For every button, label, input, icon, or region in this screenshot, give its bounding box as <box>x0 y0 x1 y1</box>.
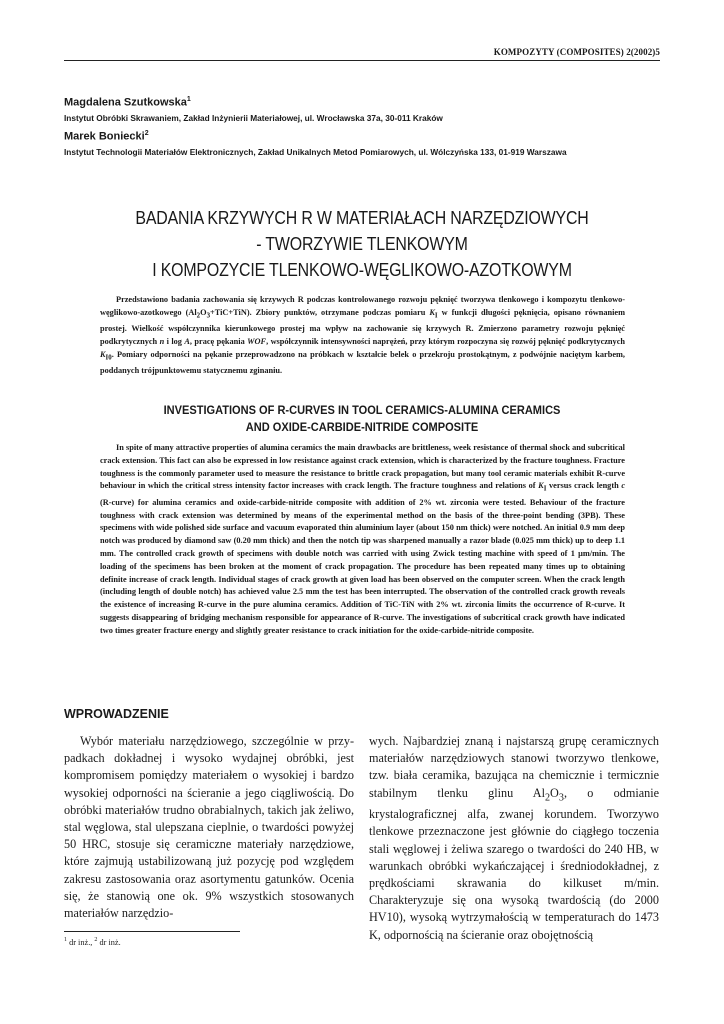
symbol: K <box>538 481 544 491</box>
subscript: 2 <box>544 792 551 804</box>
author-mark: 2 <box>144 130 149 137</box>
abstract-english <box>100 442 625 638</box>
symbol: WOF <box>247 337 267 347</box>
abstract-text: versus crack length <box>546 481 622 491</box>
title-english-line: INVESTIGATIONS OF R-CURVES IN TOOL CERAMICS-ALUMINA CERAMICS <box>163 403 561 417</box>
title-english-line: AND OXIDE-CARBIDE-NITRIDE COMPOSITE <box>245 420 479 434</box>
author-1 <box>64 96 664 123</box>
footnote <box>64 937 121 947</box>
intro-column-left: Wybór materiału narzędziowego, szczególnie w przy- padkach dokładnej i wysoko wydajnej obróbki, jest kompromisem pomiędzy materiałem o wysokiej i bardzo wysokiej odporności na ścieranie a jego ciągliwością. Do obróbki materiałów trudno obrabialnych, takich jak żeliwo, stal węglowa, stal ulepszana cieplnie, o twardości powyżej 50 HRC, stosuje się ceramiczne materiały narzędziowe, które zajmują ustabilizowaną już pozycję pod względem zakresu zastosowania oraz asortymentu gatunków. Ocenia się, że stanowią one ok. 9% wszystkich stosowanych materiałów narzędzio- <box>64 734 354 921</box>
abstract-text: O <box>200 307 207 317</box>
author-mark: 1 <box>186 96 191 103</box>
author-name-text: Marek Boniecki <box>64 130 145 143</box>
author-name <box>64 96 664 109</box>
body-text: , o odmianie krystalograficznej alfa, zwanej korundem. Tworzywo tlenkowe przeznaczone jest głównie do ciągłego toczenia stali węglowej i żeliwa szarego o twardości do 240 HB, w warunkach obróbki wykańczającej i średniodokładnej, z prędkościami skrawania do kilkuset m/min. Charakteryzuje się ona wysoką twardością (do 2000 HV10), wysoką wytrzymałością w temperaturach do 1473 K, odpornością na ścieranie oraz obojętnością <box>369 785 659 942</box>
subscript: 2 <box>196 312 201 320</box>
subscript: I <box>434 312 438 320</box>
footnote-mark: 2 <box>94 937 98 943</box>
abstract-text: , współczynnik intensywności naprężeń, przy którym rozpoczyna się rozwój pęknięć podkrytycznych <box>266 337 625 347</box>
journal-header: KOMPOZYTY (COMPOSITES) 2(2002)5 <box>493 47 660 57</box>
footnote-text: dr inż., <box>67 937 95 947</box>
footnote-rule <box>64 931 240 932</box>
section-heading: WPROWADZENIE <box>64 707 169 721</box>
header-rule <box>64 60 660 61</box>
abstract-text: In spite of many attractive properties of alumina ceramics the main drawbacks are brittleness, week resistance of thermal shock and subcritical crack extension. This fact can also be expressed in low resistance against crack extension, which is characterized by the fracture toughness. Fracture toughness is the commonly parameter used to measure the resistance to brittle crack propagation, but many tool ceramic materials exhibit R-curve behaviour in which the critical stress intensity factor increases with crack length. The fracture toughness and relations of <box>100 443 625 491</box>
body-text: wych. Najbardziej znaną i najstarszą grupę ceramicznych materiałów narzędziowych stanowi tworzywo tlenkowe, tzw. biała ceramika, bazująca na chemicznie i termicznie stabilnym tlenku glinu Al <box>369 734 659 800</box>
abstract-text: w funkcji długości pęknięcia, opisano równaniem prostej. Wielkość współczynnika kierunkowego prostej ma wpływ na zachowanie się krzywych R. Zmierzono parametry rozwoju pęknięć podkrytycznych <box>100 307 626 347</box>
body-text: O <box>550 785 559 800</box>
intro-column-right <box>369 733 659 944</box>
author-affiliation: Instytut Obróbki Skrawaniem, Zakład Inżynierii Materiałowej, ul. Wrocławska 37a, 30-011 Kraków <box>64 112 443 123</box>
symbol: n <box>159 337 165 347</box>
title-polish <box>106 205 619 283</box>
abstract-polish <box>100 294 625 378</box>
footnote-mark: 1 <box>64 937 67 943</box>
abstract-text: +TiC+TiN). Zbiory punktów, otrzymane podczas pomiaru <box>210 307 430 317</box>
symbol: K <box>100 349 106 359</box>
symbol: K <box>429 307 435 317</box>
title-polish-line: BADANIA KRZYWYCH R W MATERIAŁACH NARZĘDZIOWYCH <box>135 207 589 228</box>
title-polish-line: - TWORZYWIE TLENKOWYM <box>256 233 468 254</box>
abstract-text: Przedstawiono badania zachowania się krzywych R podczas kontrolowanego rozwoju pęknięć tworzywa tlenkowego i kompozytu tlenkowo-węglikowo-azotkowego (Al <box>100 295 625 317</box>
abstract-text: (R-curve) for alumina ceramics and oxide-carbide-nitride composite with addition of 2% wt. zirconia were tested. Behaviour of the fracture toughness with crack extension was determined by means of the experimental method on the basis of the three-point bending (3PB). These specimens with wide polished side surface and vacuum evaporated thin aluminium layer (about 150 nm thick) were notched. An initial 0.9 mm deep notch was produced by diamond saw (0.20 mm thick) and then the notch tip was sharpened manually a razor blade (0.025 mm thick) up to deep 1.1 mm. The controlled crack growth of specimens with double notch was carried with using Zwick testing machine with speed of 1 μm/min. The loading of the specimens has been broken at the moment of crack propagation. The procedure has been repeated many times up to obtaining definite increase of crack length. Individual stages of crack growth at given load has been observed on the computer screen. When the crack length (including length of double notch) has achieved value 2.5 mm the test has been interrupted. The observation of the controlled crack growth reveals the existence of increasing R-curve in the pure alumina ceramics. Addition of TiC-TiN with 2% wt. zirconia limits the occurrence of R-curve. It suggests disappearing of bridging mechanism responsible for appearance of R-curve. The investigations of subcritical crack growth have indicated two times greater fracture energy and slightly greater resistance to crack initiation for the oxide-carbide-nitride composite. <box>100 497 625 635</box>
author-name-text: Magdalena Szutkowska <box>64 96 187 109</box>
subscript: I <box>543 486 547 494</box>
abstract-text: . Pomiary odporności na pękanie przeprowadzono na próbkach w kształcie belek o przekroju prostokątnym, z podwójnie naciętym karbem, poddanych trójpunktowemu statycznemu zginaniu. <box>100 349 625 376</box>
subscript: 3 <box>558 792 564 804</box>
footnote-text: dr inż. <box>97 937 121 947</box>
abstract-text: , pracę pękania <box>189 337 248 347</box>
title-polish-line: I KOMPOZYCIE TLENKOWO-WĘGLIKOWO-AZOTKOWYM <box>152 259 572 280</box>
author-affiliation: Instytut Technologii Materiałów Elektronicznych, Zakład Unikalnych Metod Pomiarowych, ul. Wólczyńska 133, 01-919 Warszawa <box>64 146 567 157</box>
title-english <box>88 402 636 436</box>
subscript: 3 <box>206 312 211 320</box>
symbol: c <box>621 481 625 491</box>
author-2 <box>64 130 664 157</box>
subscript: I0 <box>105 354 112 362</box>
author-name <box>64 130 664 143</box>
symbol: A <box>184 337 190 347</box>
abstract-text: i log <box>164 337 185 347</box>
